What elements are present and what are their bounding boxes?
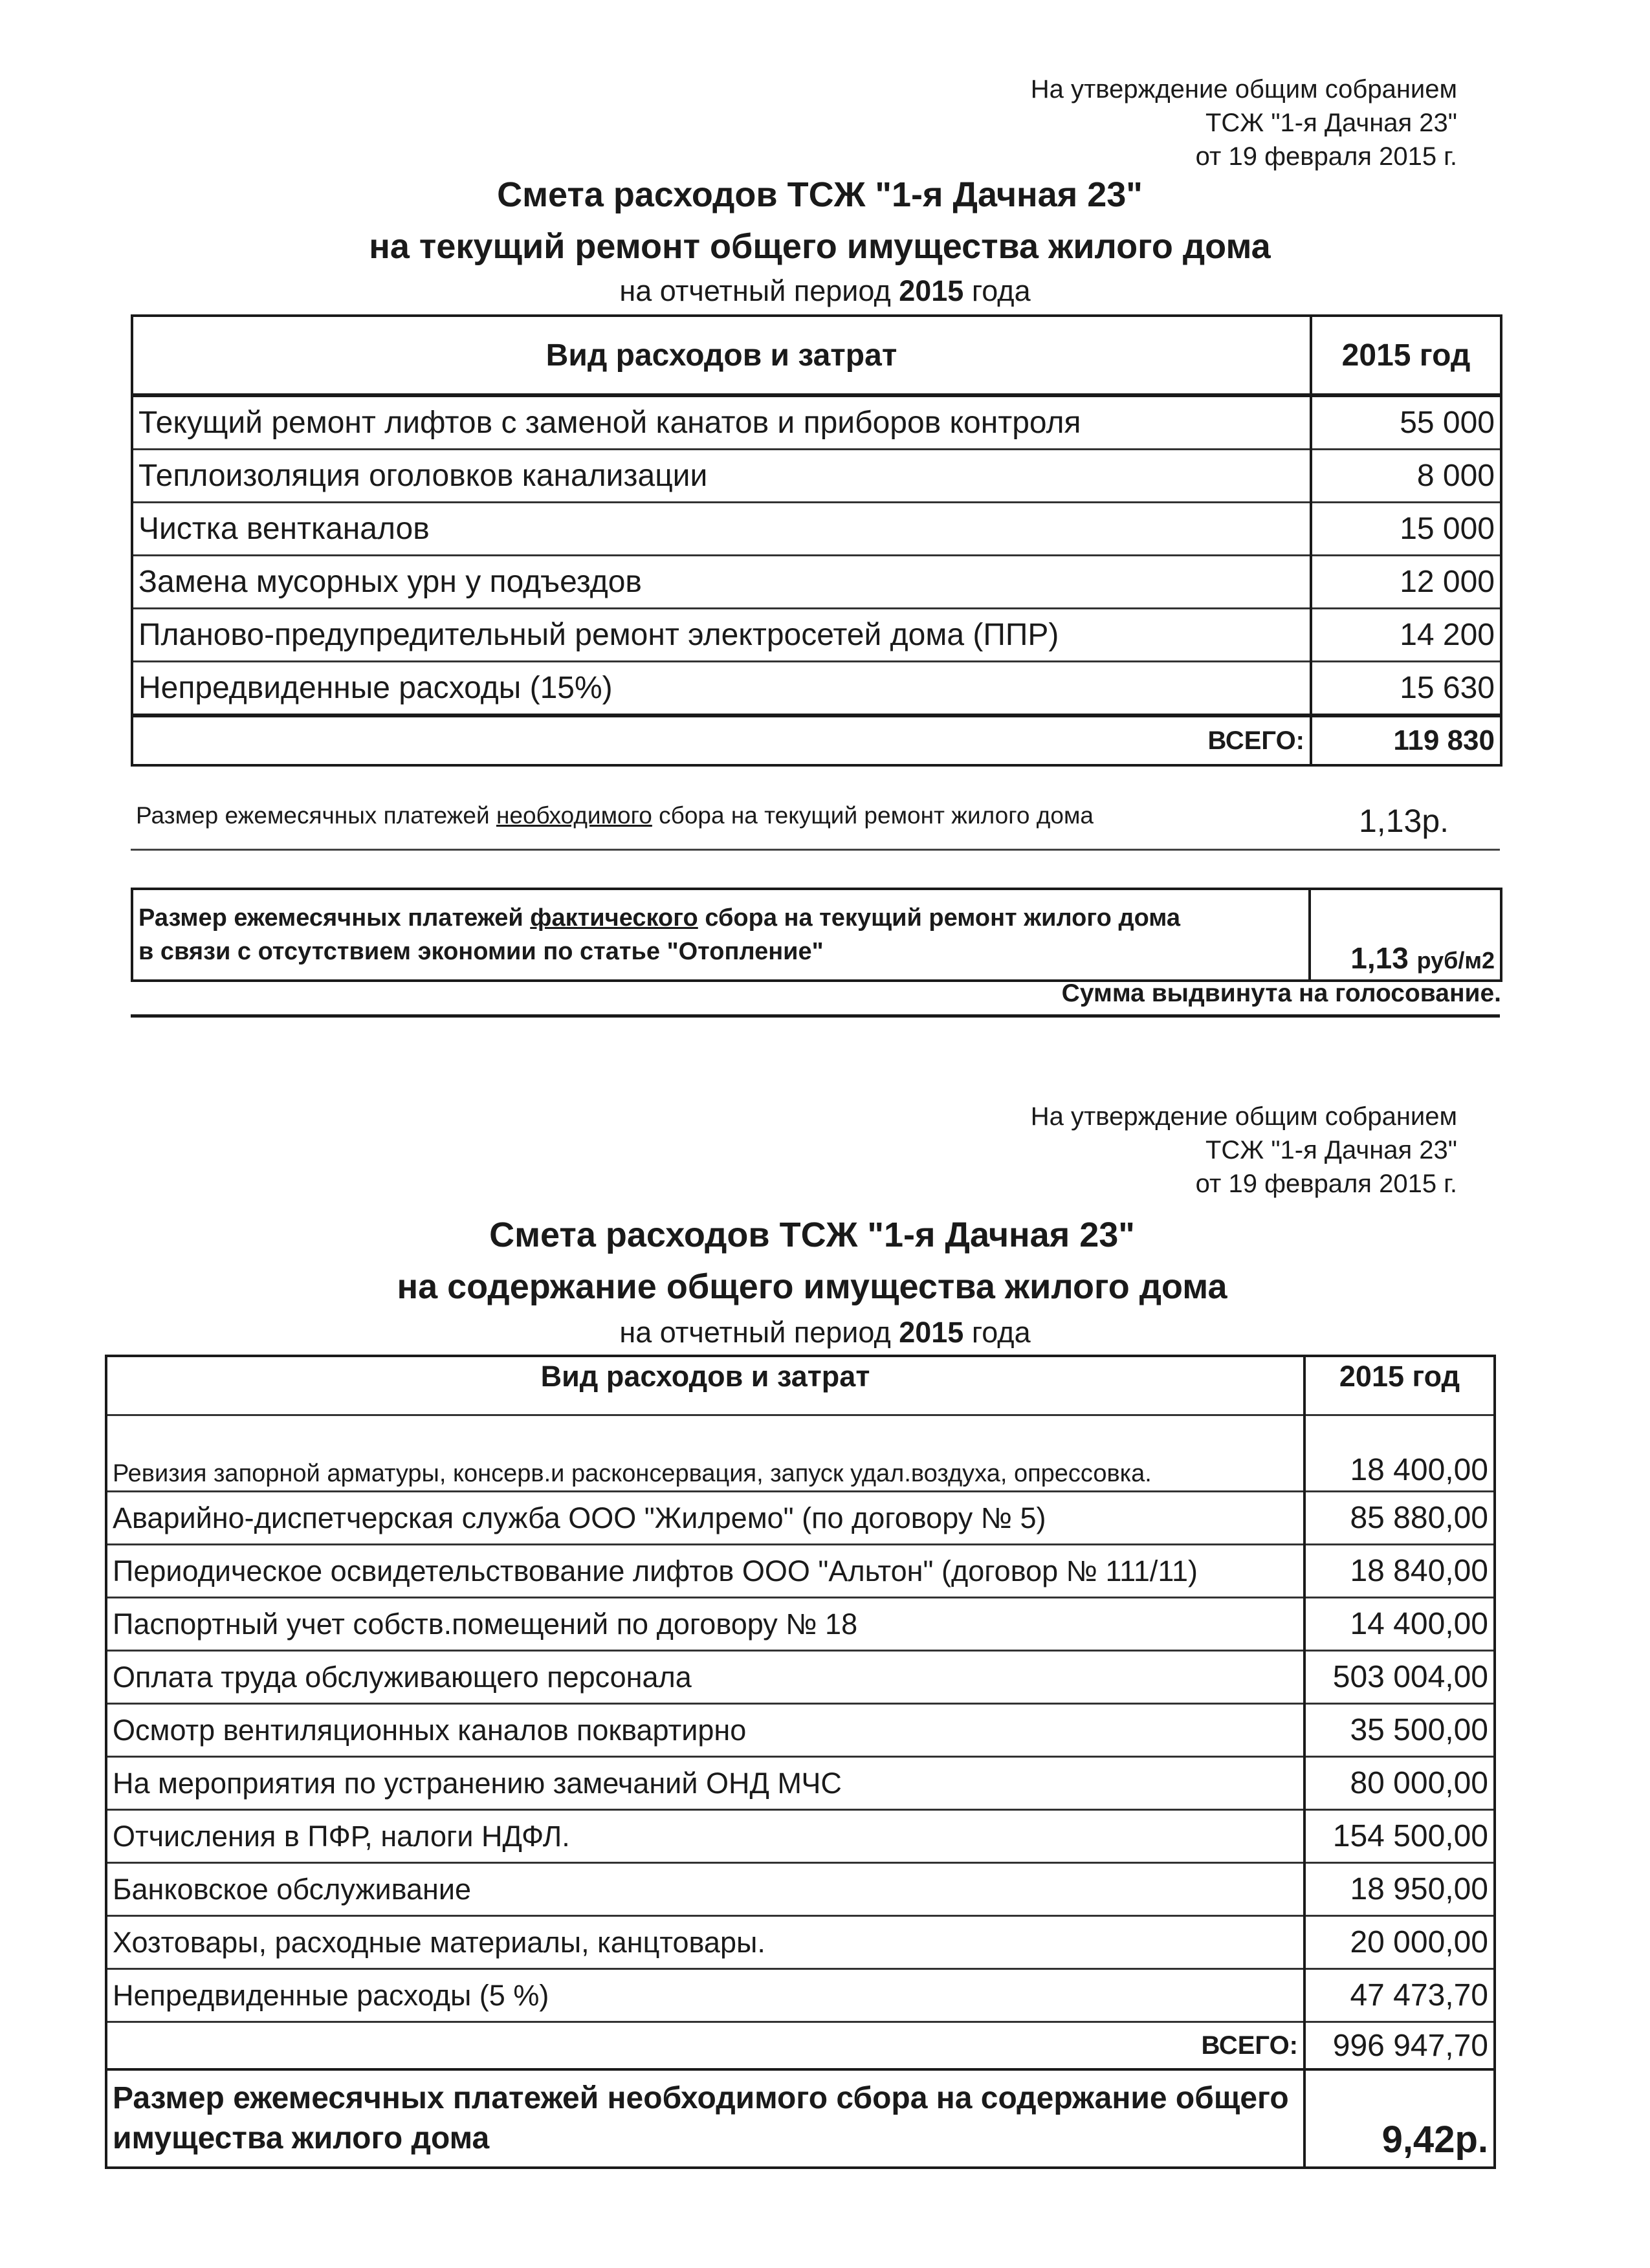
needed-prefix: Размер ежемесячных платежей bbox=[136, 802, 490, 829]
table-row bbox=[106, 1415, 1495, 1492]
expense-name: Планово-предупредительный ремонт электросетей дома (ППР) bbox=[132, 609, 1311, 662]
expense-name: Замена мусорных урн у подъездов bbox=[132, 556, 1311, 609]
expense-value: 14 400,00 bbox=[1304, 1598, 1495, 1651]
expense-value: 80 000,00 bbox=[1304, 1757, 1495, 1810]
expense-name: Непредвиденные расходы (15%) bbox=[132, 662, 1311, 716]
expense-name: Периодическое освидетельствование лифтов ООО "Альтон" (договор № 111/11) bbox=[106, 1545, 1304, 1598]
table-row bbox=[106, 1969, 1495, 2022]
doc1-title-line2: на текущий ремонт общего имущества жилого дома bbox=[369, 227, 1271, 266]
table-row bbox=[132, 450, 1501, 503]
expense-name: Осмотр вентиляционных каналов поквартирно bbox=[106, 1704, 1304, 1757]
total-value: 996 947,70 bbox=[1304, 2022, 1495, 2070]
divider bbox=[131, 849, 1500, 851]
final-payment-value: 9,42р. bbox=[1381, 2119, 1488, 2161]
table-row bbox=[132, 609, 1501, 662]
expense-value: 85 880,00 bbox=[1304, 1492, 1495, 1545]
total-label: ВСЕГО: bbox=[132, 715, 1311, 765]
table-header-row bbox=[106, 1356, 1495, 1415]
table-row bbox=[106, 1598, 1495, 1651]
final-payment-row bbox=[106, 2069, 1495, 2168]
needed-payment-value: 1,13р. bbox=[1359, 803, 1449, 839]
maintenance-estimate-table bbox=[105, 1355, 1496, 2169]
period-suffix: года bbox=[971, 274, 1031, 307]
table-row bbox=[106, 1704, 1495, 1757]
actual-payment-text bbox=[132, 889, 1310, 981]
approval-note-1 bbox=[940, 72, 1457, 173]
doc2-title-line1: Смета расходов ТСЖ "1-я Дачная 23" bbox=[489, 1216, 1135, 1254]
vote-note: Сумма выдвинута на голосование. bbox=[1061, 979, 1501, 1007]
column-header-expense: Вид расходов и затрат bbox=[106, 1356, 1304, 1415]
table-row bbox=[106, 1916, 1495, 1969]
expense-value: 12 000 bbox=[1311, 556, 1501, 609]
table-row bbox=[106, 1863, 1495, 1916]
actual-payment-unit: руб/м2 bbox=[1416, 947, 1495, 974]
doc1-period bbox=[0, 274, 1650, 308]
table-row bbox=[106, 1757, 1495, 1810]
table-row bbox=[106, 1651, 1495, 1704]
period-suffix: года bbox=[971, 1316, 1031, 1349]
expense-name: Хозтовары, расходные материалы, канцтовары. bbox=[106, 1916, 1304, 1969]
approval-note-2 bbox=[940, 1100, 1457, 1201]
approval-line: На утверждение общим собранием bbox=[1030, 75, 1457, 104]
period-prefix: на отчетный период bbox=[619, 274, 891, 307]
actual-prefix: Размер ежемесячных платежей bbox=[138, 904, 523, 932]
expense-value: 15 000 bbox=[1311, 503, 1501, 556]
expense-value: 35 500,00 bbox=[1304, 1704, 1495, 1757]
doc1-title-line1: Смета расходов ТСЖ "1-я Дачная 23" bbox=[497, 175, 1143, 214]
vote-underline bbox=[131, 1014, 1500, 1018]
expense-name: На мероприятия по устранению замечаний ОНД МЧС bbox=[106, 1757, 1304, 1810]
table-header-row bbox=[132, 316, 1501, 395]
approval-line: ТСЖ "1-я Дачная 23" bbox=[1205, 109, 1457, 137]
period-year: 2015 bbox=[899, 1316, 964, 1349]
doc2-title-line2: на содержание общего имущества жилого дома bbox=[397, 1267, 1227, 1306]
approval-line: от 19 февраля 2015 г. bbox=[1195, 1170, 1457, 1198]
actual-payment-cell bbox=[1310, 889, 1501, 981]
column-header-year: 2015 год bbox=[1339, 1360, 1460, 1393]
expense-value: 8 000 bbox=[1311, 450, 1501, 503]
table-row bbox=[132, 662, 1501, 716]
actual-payment-value: 1,13 bbox=[1350, 941, 1409, 975]
doc2-period bbox=[0, 1316, 1650, 1349]
repair-estimate-table bbox=[131, 314, 1502, 767]
expense-value: 154 500,00 bbox=[1304, 1810, 1495, 1863]
table-row bbox=[132, 503, 1501, 556]
table-row bbox=[132, 395, 1501, 450]
final-payment-label: Размер ежемесячных платежей необходимого сбора на содержание общего имущества жилого дома bbox=[106, 2069, 1304, 2168]
expense-value: 18 950,00 bbox=[1304, 1863, 1495, 1916]
approval-line: от 19 февраля 2015 г. bbox=[1195, 142, 1457, 171]
approval-line: На утверждение общим собранием bbox=[1030, 1102, 1457, 1131]
actual-payment-box bbox=[131, 888, 1502, 982]
needed-underlined: необходимого bbox=[496, 802, 652, 829]
approval-line: ТСЖ "1-я Дачная 23" bbox=[1205, 1136, 1457, 1164]
expense-name: Текущий ремонт лифтов с заменой канатов и приборов контроля bbox=[132, 395, 1311, 450]
expense-name: Теплоизоляция оголовков канализации bbox=[132, 450, 1311, 503]
total-value: 119 830 bbox=[1311, 715, 1501, 765]
expense-value: 47 473,70 bbox=[1304, 1969, 1495, 2022]
table-row bbox=[132, 556, 1501, 609]
table-row bbox=[106, 1810, 1495, 1863]
expense-value: 15 630 bbox=[1400, 671, 1495, 705]
expense-name: Чистка вентканалов bbox=[132, 503, 1311, 556]
expense-name: Аварийно-диспетчерская служба ООО "Жилремо" (по договору № 5) bbox=[106, 1492, 1304, 1545]
expense-value: 18 400,00 bbox=[1304, 1415, 1495, 1492]
expense-name: Паспортный учет собств.помещений по договору № 18 bbox=[106, 1598, 1304, 1651]
expense-value: 20 000,00 bbox=[1304, 1916, 1495, 1969]
table-row bbox=[106, 1545, 1495, 1598]
expense-name: Непредвиденные расходы (5 %) bbox=[106, 1969, 1304, 2022]
expense-value: 55 000 bbox=[1311, 395, 1501, 450]
expense-name: Отчисления в ПФР, налоги НДФЛ. bbox=[106, 1810, 1304, 1863]
expense-value: 18 840,00 bbox=[1304, 1545, 1495, 1598]
table-row bbox=[106, 1492, 1495, 1545]
actual-suffix: сбора на текущий ремонт жилого дома bbox=[705, 904, 1181, 932]
expense-name: Оплата труда обслуживающего персонала bbox=[106, 1651, 1304, 1704]
expense-name: Банковское обслуживание bbox=[106, 1863, 1304, 1916]
total-row bbox=[106, 2022, 1495, 2070]
column-header-year: 2015 год bbox=[1311, 316, 1501, 395]
expense-name: Ревизия запорной арматуры, консерв.и расконсервация, запуск удал.воздуха, опрессовка. bbox=[106, 1415, 1304, 1492]
period-prefix: на отчетный период bbox=[619, 1316, 891, 1349]
actual-payment-row bbox=[132, 889, 1501, 981]
needed-suffix: сбора на текущий ремонт жилого дома bbox=[659, 802, 1094, 829]
actual-underlined: фактического bbox=[530, 904, 698, 932]
total-label: ВСЕГО: bbox=[106, 2022, 1304, 2070]
actual-line2: в связи с отсутствием экономии по статье "Отопление" bbox=[138, 938, 824, 965]
total-row bbox=[132, 715, 1501, 765]
expense-value: 14 200 bbox=[1311, 609, 1501, 662]
expense-value: 503 004,00 bbox=[1304, 1651, 1495, 1704]
period-year: 2015 bbox=[899, 274, 964, 307]
column-header-expense: Вид расходов и затрат bbox=[132, 316, 1311, 395]
needed-payment-text bbox=[136, 802, 1094, 829]
